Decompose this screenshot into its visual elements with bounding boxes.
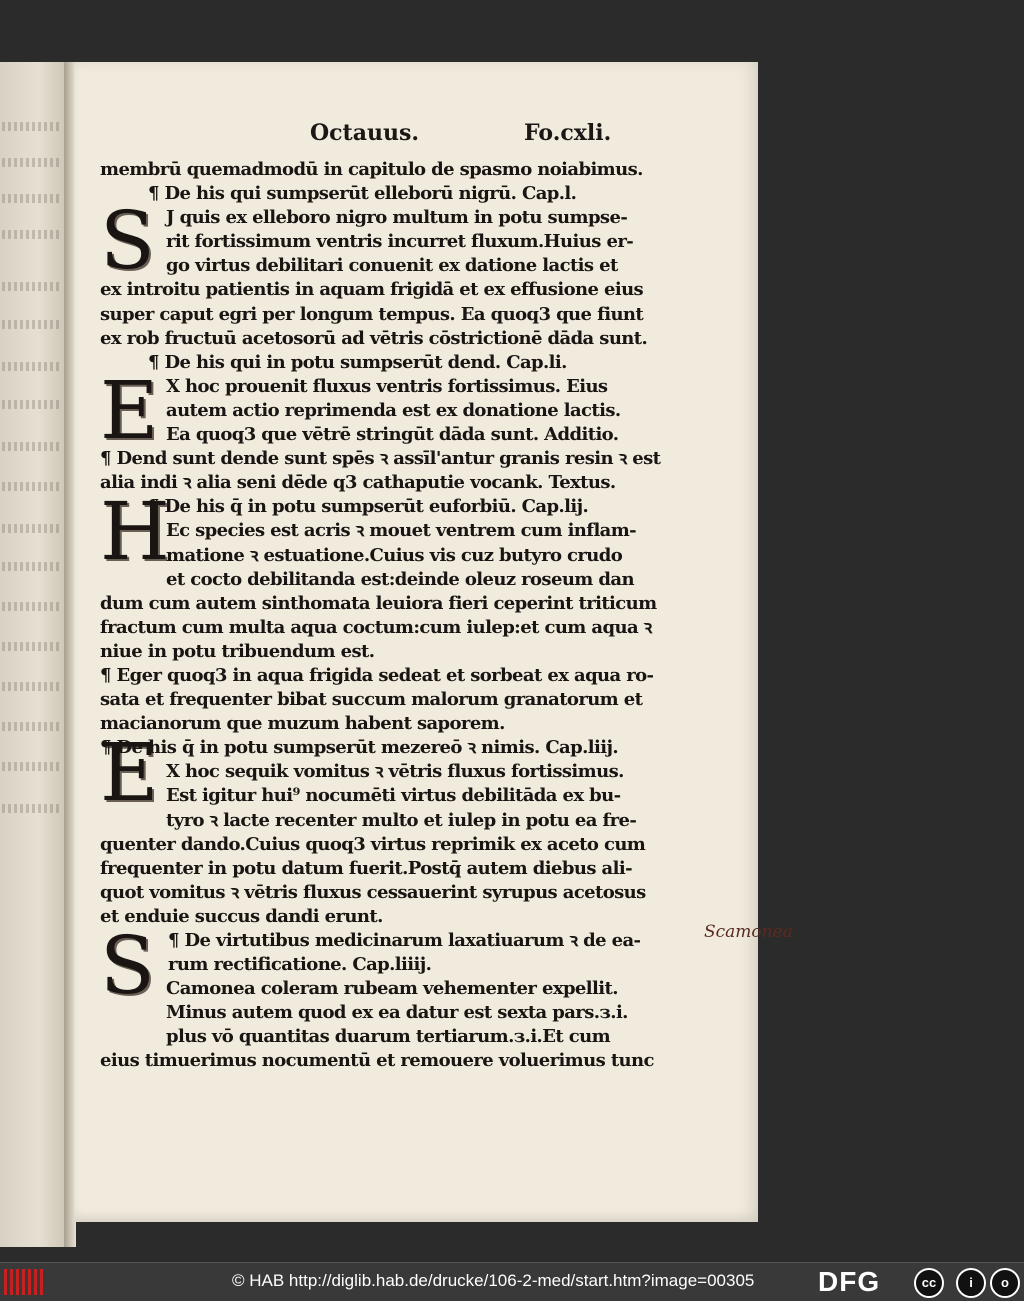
running-head-left: Octauus.	[310, 120, 420, 146]
chapter-heading: ¶ De his q̄ in potu sumpserūt euforbiū. Cap.lij.	[148, 496, 589, 518]
text-line: ¶ Eger quoq3 in aqua frigida sedeat et sorbeat ex aqua ro-	[100, 664, 654, 686]
text-line: sata et frequenter bibat succum malorum granatorum et	[100, 689, 643, 711]
previous-page-edge	[0, 62, 64, 1247]
text-line: super caput egri per longum tempus. Ea quoq3 que fiunt	[100, 303, 644, 325]
text-line: Camonea coleram rubeam vehementer expellit.	[166, 978, 618, 1000]
dfg-logo: DFG	[818, 1266, 881, 1297]
text-line: ex rob fructuū acetosorū ad vētris cōstrictionē dāda sunt.	[100, 327, 648, 349]
chapter-heading: ¶ De his q̄ in potu sumpserūt mezereō ꝛ nimis. Cap.liij.	[100, 737, 619, 759]
text-line: Ec species est acris ꝛ mouet ventrem cum inflam-	[166, 520, 637, 542]
text-line: rit fortissimum ventris incurret fluxum.Huius er-	[166, 231, 634, 253]
decorated-initial: S	[100, 919, 155, 1012]
creative-commons-icon[interactable]: cc	[914, 1268, 944, 1298]
folio-number: Fo.cxli.	[524, 120, 612, 146]
text-line: et cocto debilitanda est:deinde oleuz roseum dan	[166, 568, 634, 590]
viewer-footer	[0, 1262, 1024, 1301]
text-line: frequenter in potu datum fuerit.Postq̄ autem diebus ali-	[100, 857, 632, 879]
text-line: ¶ Dend sunt dende sunt spēs ꝛ assīl'antur granis resin ꝛ est	[100, 448, 661, 470]
decorated-initial: H	[100, 485, 170, 578]
copyright-link[interactable]: © HAB http://diglib.hab.de/drucke/106-2-med/start.htm?image=00305	[232, 1271, 755, 1290]
body-text	[100, 158, 661, 1074]
text-line: quenter dando.Cuius quoq3 virtus reprimik ex aceto cum	[100, 833, 646, 855]
text-line: macianorum que muzum habent saporem.	[100, 713, 505, 735]
text-line: J quis ex elleboro nigro multum in potu sumpse-	[166, 207, 628, 229]
chapter-heading: ¶ De virtutibus medicinarum laxatiuarum ꝛ de ea-	[168, 930, 641, 951]
hab-logo-icon	[4, 1269, 44, 1295]
text-line: fractum cum multa aqua coctum:cum iulep:et cum aqua ꝛ	[100, 616, 652, 638]
decorated-initial: E	[100, 726, 159, 819]
text-line: tyro ꝛ lacte recenter multo et iulep in potu ea fre-	[166, 809, 637, 831]
text-line: eius timuerimus nocumentū et remouere voluerimus tunc	[100, 1050, 654, 1072]
handwritten-margin-note: Scamonea	[704, 922, 793, 942]
text-line: matione ꝛ estuatione.Cuius vis cuz butyro crudo	[166, 544, 623, 566]
chapter-heading: rum rectificatione. Cap.liiij.	[168, 954, 432, 976]
text-line: et enduie succus dandi erunt.	[100, 905, 383, 927]
text-line: quot vomitus ꝛ vētris fluxus cessauerint syrupus acetosus	[100, 881, 646, 903]
chapter-heading: ¶ De his qui in potu sumpserūt dend. Cap.li.	[148, 351, 567, 373]
text-line: go virtus debilitari conuenit ex datione lactis et	[166, 255, 618, 277]
text-line: alia indi ꝛ alia seni dēde q3 cathaputie vocank. Textus.	[100, 472, 616, 494]
share-alike-icon[interactable]: o	[990, 1268, 1020, 1298]
text-line: membrū quemadmodū in capitulo de spasmo noiabimus.	[100, 159, 643, 180]
decorated-initial: S	[100, 194, 155, 287]
text-line: Est igitur hui⁹ nocumēti virtus debilitāda ex bu-	[166, 785, 621, 807]
text-line: X hoc sequik vomitus ꝛ vētris fluxus fortissimus.	[166, 761, 624, 783]
text-line: autem actio reprimenda est ex donatione lactis.	[166, 399, 621, 421]
text-line: ex introitu patientis in aquam frigidā et ex effusione eius	[100, 279, 644, 301]
text-line: dum cum autem sinthomata leuiora fieri ceperint triticum	[100, 592, 657, 614]
decorated-initial: E	[100, 364, 159, 457]
text-line: niue in potu tribuendum est.	[100, 640, 375, 662]
text-line: Ea quoq3 que vētrē stringūt dāda sunt. Additio.	[166, 424, 619, 446]
book-page	[74, 62, 793, 1222]
text-line: X hoc prouenit fluxus ventris fortissimus. Eius	[166, 375, 608, 397]
attribution-icon[interactable]: i	[956, 1268, 986, 1298]
text-line: plus vō quantitas duarum tertiarum.з.i.Et cum	[166, 1026, 611, 1048]
text-line: Minus autem quod ex ea datur est sexta pars.з.i.	[166, 1002, 628, 1024]
chapter-heading: ¶ De his qui sumpserūt elleborū nigrū. Cap.l.	[148, 183, 577, 205]
